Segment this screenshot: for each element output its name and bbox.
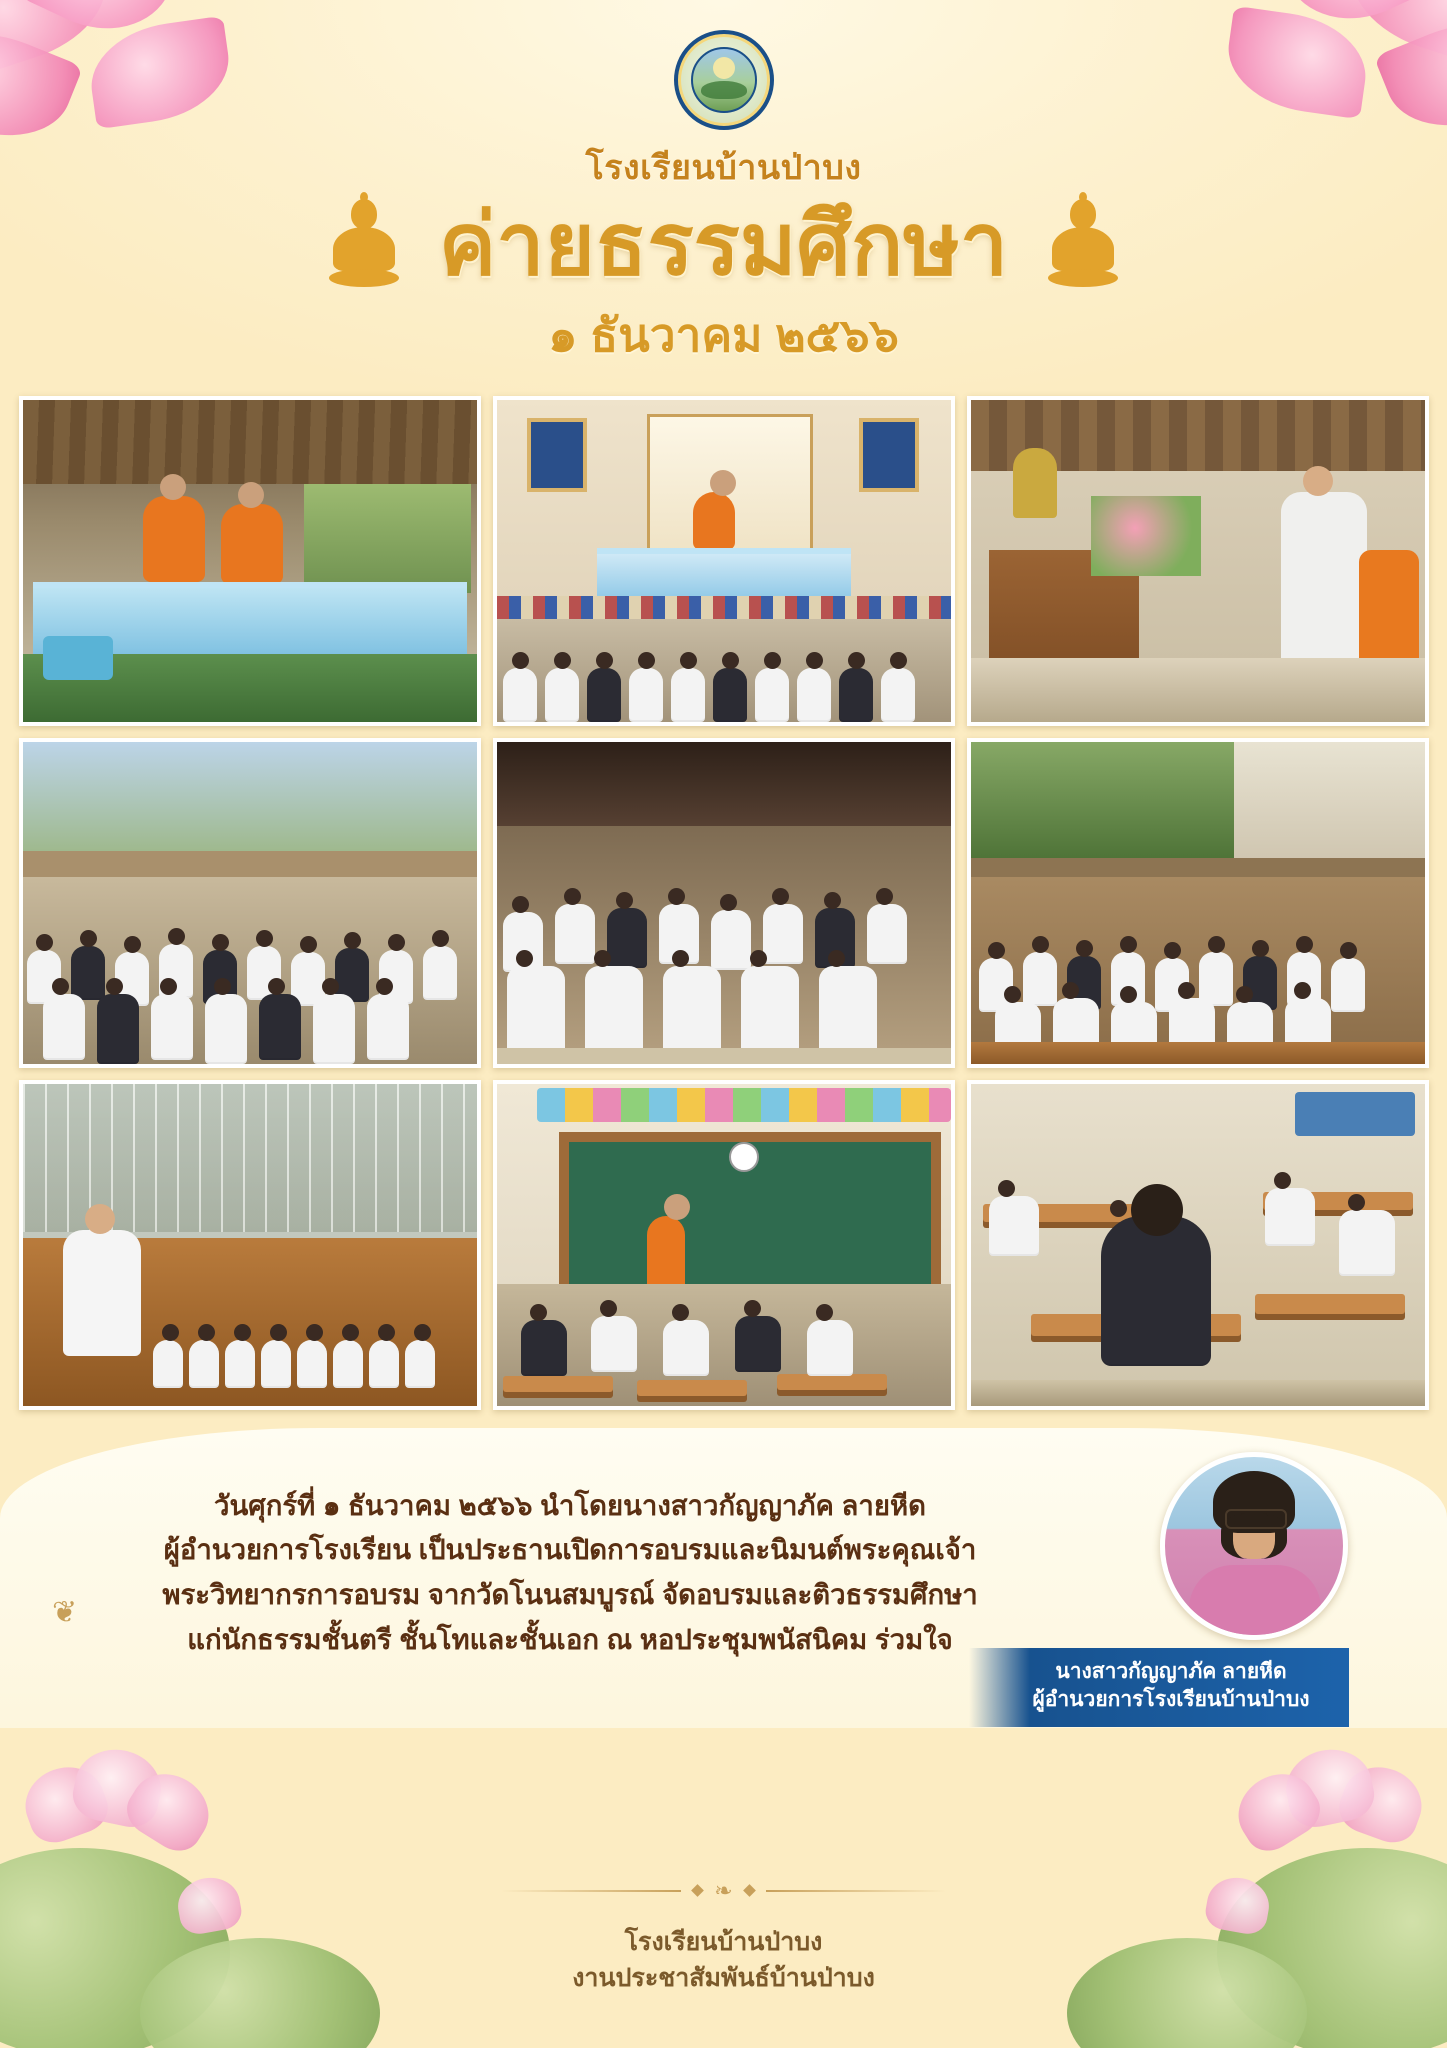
caption-line-3: พระวิทยากรการอบรม จากวัดโนนสมบูรณ์ จัดอบรมและติวธรรมศึกษา (162, 1578, 978, 1610)
director-name: นางสาวกัญญาภัค ลายหีด (1055, 1659, 1287, 1683)
buddha-statue-right-icon (1048, 197, 1118, 293)
gallery-photo-7 (19, 1080, 481, 1410)
event-description (120, 1484, 1020, 1662)
caption-line-4: แก่นักธรรมชั้นตรี ชั้นโทและชั้นเอก ณ หอประชุมพนัสนิคม ร่วมใจ (187, 1623, 953, 1655)
gallery-photo-3 (967, 396, 1429, 726)
photo-gallery (19, 396, 1429, 1410)
gallery-photo-4 (19, 738, 481, 1068)
footer-line-2: งานประชาสัมพันธ์บ้านป่าบง (572, 1963, 875, 1992)
page-title: ค่ายธรรมศึกษา (438, 197, 1009, 293)
poster-header (0, 0, 1447, 372)
director-position: ผู้อำนวยการโรงเรียนบ้านป่าบง (1032, 1688, 1310, 1712)
swirl-ornament-icon: ❧ (714, 1877, 733, 1903)
glasses-icon (1225, 1509, 1287, 1529)
school-seal-icon (674, 30, 774, 130)
gallery-photo-5 (493, 738, 955, 1068)
gallery-photo-6 (967, 738, 1429, 1068)
event-date: ๑ ธันวาคม ๒๕๖๖ (548, 308, 899, 361)
thai-ornament-icon: ❦ (52, 1596, 78, 1629)
footer-divider (0, 1877, 1447, 1903)
director-block (1032, 1452, 1359, 1712)
buddha-statue-left-icon (329, 197, 399, 293)
gallery-photo-8 (493, 1080, 955, 1410)
school-seal-emblem (691, 47, 757, 113)
director-name-plate (969, 1648, 1349, 1727)
title-row (0, 196, 1447, 295)
director-avatar (1160, 1452, 1348, 1640)
footer-line-1: โรงเรียนบ้านป่าบง (624, 1927, 823, 1956)
gallery-photo-2 (493, 396, 955, 726)
gallery-photo-9 (967, 1080, 1429, 1410)
poster-footer (0, 1877, 1447, 1997)
caption-line-1: วันศุกร์ที่ ๑ ธันวาคม ๒๕๖๖ นำโดยนางสาวกัญญาภัค ลายหีด (214, 1489, 926, 1521)
school-name: โรงเรียนบ้านป่าบง (585, 149, 862, 187)
gallery-photo-1 (19, 396, 481, 726)
caption-panel (0, 1428, 1447, 1728)
caption-line-2: ผู้อำนวยการโรงเรียน เป็นประธานเปิดการอบรมและนิมนต์พระคุณเจ้า (163, 1534, 977, 1566)
